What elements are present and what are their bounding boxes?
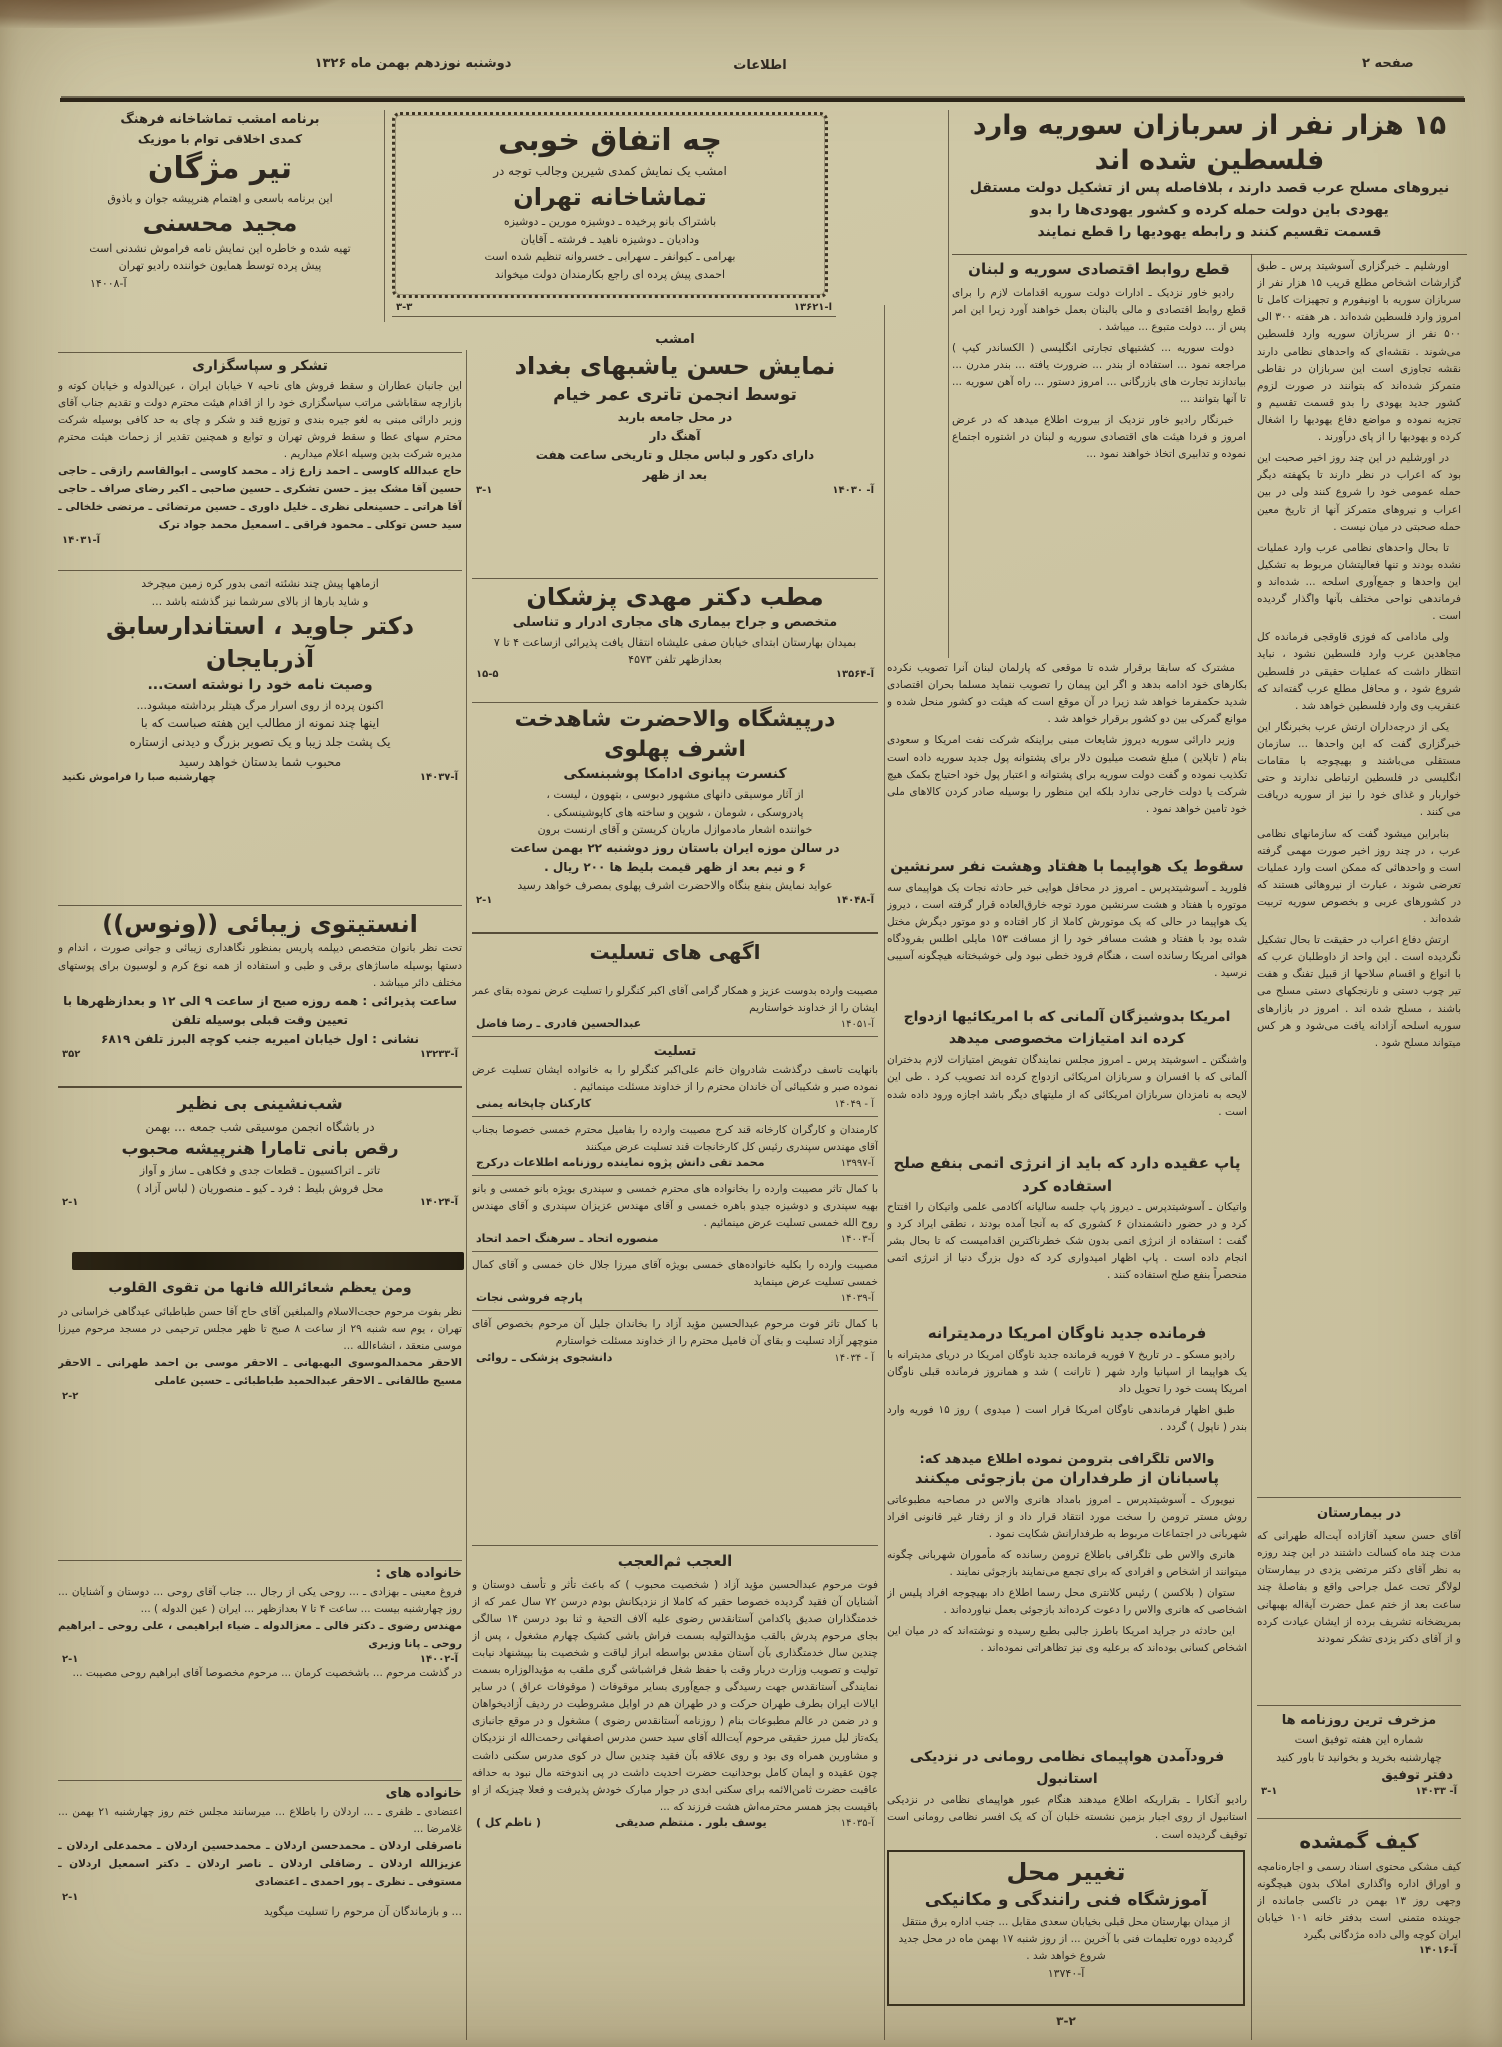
obituary-names: ناصرقلی اردلان ـ محمدحسن اردلان ـ محمدحسین اردلان ـ محمدعلی اردلان ـ عزیزالله اردلان ـ رضاقلی اردلان ـ ناصر اردلان ـ دکتر اسمعیل اردلان ـ مستوفی ـ نظری ـ پور احمدی ـ اعتضادی [58,1840,462,1889]
ad-names: حاج عبدالله کاوسی ـ احمد زارع ژاد ـ محمد کاوسی ـ ابوالقاسم رازقی ـ حاجی حسین آقا مشک بیز ـ حسن تشکری ـ حسین صاحبی ـ اکبر رضای صراف ـ حاجی آقا هراتی ـ حسینعلی نظری ـ خلیل داوری ـ حسین مرتضائی ـ مرتضی خلخالی ـ سید حسن توکلی ـ محمود فراقی ـ اسمعیل محمد جواد ترک [58,465,462,531]
issue-date: دوشنبه نوزدهم بهمن ماه ۱۳۲۶ [314,56,512,71]
condolence-item [472,1311,878,1369]
article-paragraph: رادیو خاور نزدیک ـ ادارات دولت سوریه اقدامات لازم را برای قطع روابط اقتصادی و مالی بالبنان بعمل خواهند آورد زیرا این امر پس از ... دولت متبوع ... میباشد . [952,286,1246,333]
ad-code: آ-۱۴۰۰۲ [419,1654,458,1666]
ad-line: خواننده اشعار مادموازل ماریان کریستن و آقای ارنست برون [537,823,813,837]
article-paragraph: دولت سوریه ... کشتیهای تجارتی انگلیسی ( الکساندر کیپ ) مراجعه نمود ... استفاده از بندر ... ضرورت یافته ... بندر مدرن ... بیاندازند تجارت های بازرگانی ... امروز دستور ... راه آهن سوریه ... تا آنها بتوانند ... [952,341,1246,406]
obituary-signatures: الاحقر محمدالموسوی البهبهانی ـ الاحقر موسی بن احمد طهرانی ـ الاحقر مسیح طالقانی ـ الاحقر عبدالحمید طباطبائی ـ حسین عاملی [58,1357,462,1387]
lead-story-headline-block [952,108,1467,255]
ad-subtitle: توسط انجمن تاتری عمر خیام [553,384,797,405]
condolence-signature: محمد تقی دانش پژوه نماینده روزنامه اطلاعات درکرج [476,1155,765,1169]
ad-run-count: ۲-۱ [62,1891,79,1903]
article-headline: العجب ثم‌العجب [617,1552,733,1570]
condolence-title: تسلیت [653,1044,697,1060]
condolence-item [472,1252,878,1311]
condolence-body: کارمندان و کارگران کارخانه قند کرج مصیبت وارده را بفامیل محترم خمسی خصوصا بجناب آقای مهندس سپندری رئیس کل کارخانجات قند تسلیت عرض میکنند [472,1123,878,1153]
article-headline: پاسبانان از طرفداران من بازجوئی میکنند [914,1469,1220,1487]
ad-code: آ-۱۳۲۳۳ [419,1049,458,1061]
obituary-header: خانواده های : [375,1566,462,1581]
ad-line-bold: در سالن موزه ایران باستان روز دوشنبه ۲۲ بهمن ساعت [510,840,840,855]
article-paragraph: ولی مادامی که فوزی قاوقجی فرمانده کل مجاهدین عرب وارد فلسطین نشود ، نباید انتظار داشت که عملیات حقیقی در فلسطین شروع شود ، و محافل مطلع عرب گفته‌اند که عنقریب وی وارد فلسطین خواهد شد . [1257,631,1461,712]
ad-office: دفتر توفیق [1381,1768,1453,1784]
article-paragraph: نیویورک ـ آسوشیتدپرس ـ امروز بامداد هانری والاس در مصاحبه مطبوعاتی روش مستر ترومن را سخت مورد انتقاد قرار داد و از رفتار غیر قانونی افراد شهربانی در اجتماعات مربوط به طرفدارانش شکایت نمود . [887,1493,1247,1540]
article-paragraph: هانری والاس طی تلگرافی باطلاع ترومن رسانده که مأموران شهربانی چگونه میتوانند از اشخاص و افرادی که برای تجمع می‌نمایند بازجوئی نمایند . [887,1548,1247,1578]
article-body: فلورید ـ آسوشیتدپرس ـ امروز در محافل هوایی خبر حادثه نجات یک هواپیمای سه موتوره با هفتاد و هشت سرنشین مورد توجه خارق‌العاده قرار گرفته است ، دیروز یک هواپیما در حالی که یک موتورش کاملا از کار افتاده و دو موتور دیگرش مختل شده بود با هفتاد و هشت مسافر خود را از مسافت ۱۵۳ مایلی اطلس بفرودگاه هوائی امریکا رسانده است ، هنگام فرود خطی نبود ولی خوشبختانه هیچگونه آسیبی نرسید . [887,881,1247,980]
ad-thanks [58,352,462,567]
article-paragraph: طبق اظهار فرماندهی ناوگان امریکا قرار است ( میدوی ) روز ۱۵ فوریه وارد بندر ( ناپول ) گردد . [887,1403,1247,1433]
ad-code-row [392,302,836,317]
ad-line: باشتراک بانو پرخیده ـ دوشیزه مورین ـ دوشیزه [503,215,717,229]
article-paragraph: مشترک که سابقا برقرار شده تا موقعی که پارلمان لبنان آنرا تصویب نکرده بکارهای خود ادامه بدهد و اگر این پیمان را تصویب ننماید مسلما بحران اقتصادی شدید حکمفرما خواهد شد زیرا در آن موقع است که هیئت دو کشور منحل شده و موانع گمرکی بین دو کشور برقرار خواهد شد . [887,662,1247,726]
ad-code: آ- ۱۴۰۳۳ [1415,1786,1457,1798]
obituary-title: ومن یعظم شعائرالله فانها من تقوی القلوب [108,1280,412,1296]
article-headline: در بیمارستان [1316,1506,1402,1521]
obituary-body-2: در گذشت مرحوم ... باشخصیت کرمان ... مرحوم مخصوصا آقای ابراهیم روحی مصیبت ... [72,1667,462,1680]
ad-run-count: ۳-۱ [1261,1786,1278,1798]
article-romania-plane [887,1747,1247,1845]
ad-code: آ-۱۴۰۳۵ [840,1818,874,1830]
obituary-ruhi [58,1560,462,1777]
ad-title: نمایش حسن یاشبهای بغداد [514,352,836,381]
condolence-body: مصیبت وارده بدوست عزیز و همکار گرامی آقای اکبر کنگرلو را تسلیت عرض نموده بقای عمر ایشان را از خداوند خواستاریم [472,985,878,1015]
obituary-body: نظر بفوت مرحوم حجت‌الاسلام والمبلغین آقای حاج آقا حسن طباطبائی عیدگاهی خراسانی در تهران ، یوم سه شنبه ۲۹ از ساعت ۸ صبح تا ظهر مجلس ترحیمی در مسجد مرحوم میرزا موسی منعقد ، انشاءالله ... [58,1305,462,1352]
divider-bar [72,1252,464,1270]
condolence-item [472,1037,878,1116]
condolence-body: با کمال تاثر فوت مرحوم عبدالحسین مؤید آزاد را بخاندان جلیل آن مرحوم بخصوص آقای منوچهر آزاد تسلیت و بقای آن فامیل محترم را از خداوند مسئلت خواستارم [472,1318,878,1348]
ad-title: چه اتفاق خوبی [498,123,722,158]
article-headline: فرمانده جدید ناوگان امریکا درمدیترانه [927,1324,1207,1342]
condolence-signature: منصوره اتحاد ـ سرهنگ احمد اتحاد [476,1232,659,1246]
ad-line: احمدی پیش پرده ای راجع بکارمندان دولت میخواند [494,267,726,281]
article-paragraph: وزیر دارائی سوریه دیروز شایعات مبنی براینکه شرکت نفت امریکا و سعودی بنام ( تاپلاین ) مبلغ شصت میلیون دلار برای پشتوانه پول جدید سوریه داده است تکذیب نموده و گفت دولت سوریه برای پشتوانه و اعتبار پول خود احتیاج بکمک هیچ شرکت یا دولت خارجی ندارد بلکه این منظور را بوسیله صادر کردن کالاهای ملی خود تامین خواهد نمود . [887,734,1247,815]
article-headline: فرودآمدن هواپیمای نظامی رومانی در نزدیکی استانبول [909,1749,1225,1787]
column-rule [948,110,949,658]
ad-tehran-theater [392,112,828,298]
masthead: اطلاعات [733,58,787,73]
article-palestine-body [1257,258,1461,1492]
ad-venus-institute [58,905,462,1084]
obituary-tabatabai [58,1278,462,1556]
lead-headline: ۱۵ هزار نفر از سربازان سوریه وارد فلسطین شده اند [972,110,1447,177]
ad-tawfiq [1257,1705,1461,1816]
ad-line-bold: وصیت نامه خود را نوشته است... [147,676,373,693]
condolence-body: مصیبت وارده را بکلیه خانواده‌های خمسی بویژه آقای میرزا جلال خان خمسی و آقای کمال خمسی تسلیت عرض مینماید [472,1259,878,1289]
column-rule [1251,254,1252,2040]
ad-line: عواید نمایش بنفع بنگاه والاحضرت اشرف پهلوی بمصرف خواهد رسید [517,879,833,893]
ad-star-name: مجید محسنی [142,209,298,238]
article-body: رادیو آنکارا ـ بقراریکه اطلاع میدهند هنگام عبور هواپیمای نظامی در نزدیکی استانبول از روی اجبار بزمین نشسته خلبان آن که یک افسر نظامی رومانی است توقیف گردیده است . [887,1794,1247,1841]
ad-title: مطب دکتر مهدی پزشکان [526,583,824,611]
obituary-header: خانواده های [385,1786,462,1801]
article-signature-role: ( ناظم کل ) [476,1816,542,1830]
ad-code: آ-۱۴۰۱۶ [1418,1944,1457,1956]
condolence-item [472,978,878,1037]
ad-run-count: ۳۵۲ [62,1049,81,1061]
ad-clinic [472,578,878,701]
article-paragraph: خبرنگار رادیو خاور نزدیک از بیروت اطلاع میدهد که در عرض امروز و فردا هیئت های اقتصادی سوریه و لبنان در اشتوره اجتماع نموده و تدابیری اتخاذ خواهند نمود ... [952,414,1246,461]
ad-code: آ-۱۳۷۴۰ [1047,1967,1085,1981]
ad-subtitle: کنسرت پیانوی ادامکا پوشبنسکی [563,766,787,783]
ad-kicker: برنامه امشب تماشاخانه فرهنگ [120,112,320,127]
ad-subtitle: متخصص و جراح بیماری های مجاری ادرار و تناسلی [512,615,838,631]
article-paragraph: در اورشلیم در این چند روز اخیر صحبت این بود که اعراب در نظر دارند تا یکهفته دیگر حمله عمومی خود را شروع کنند ولی در بین اعراب و نیروهای متمرکز آنها از تاریخ معین حمله صحبتی در میان نیست . [1257,452,1461,533]
article-syria-lebanon-cont [887,660,1247,853]
ad-title: تغییر محل [1006,1858,1126,1886]
condolence-signature: عبدالحسین قادری ـ رضا فاضل [476,1017,642,1031]
article-paragraph: یکی از درجه‌داران ارتش عرب بخبرنگار این خبرگزاری گفت که این واحدها ... سازمان مستقلی می‌باشند و بهیچوجه با مقامات انگلیسی در فلسطین ارتباطی ندارند و حتی خواربار و غذای خود را نیز از سوریه دریافت می کنند . [1257,720,1461,819]
ad-title: تیر مژگان [147,151,293,187]
article-headline: پاپ عقیده دارد که باید از انرژی اتمی بنفع صلح استفاده کرد [893,1154,1241,1195]
article-us-fleet [887,1322,1247,1450]
article-pope-atomic [887,1152,1247,1320]
ad-title: مزخرف ترین روزنامه ها [1281,1713,1437,1728]
ad-line: در باشگاه انجمن موسیقی شب جمعه ... بهمن [145,1119,375,1134]
ad-line: ودادیان ـ دوشیزه ناهید ـ فرشته ـ آقایان [520,232,700,246]
article-paragraph: رادیو مسکو ـ در تاریخ ۷ فوریه فرمانده جدید ناوگان امریکا در دریای مدیترانه با یک هواپیما از اسپانیا وارد شهر ( تارانت ) شد و همانروز فرمانده قبلی ناوگان امریکا پست خود را تحویل داد [887,1348,1247,1395]
article-body: واشنگتن ـ اسوشیتد پرس ـ امروز مجلس نمایندگان تفویض امتیازات لازم بدختران آلمانی که با افسران و سربازان امریکائی ازدواج کرده اند تصویب کرد . طی این لایحه به نامزدان سربازان امریکائی که از ملیتهای دیگر باشد اجازه ورود داده شده است . [887,1054,1247,1118]
ad-saba-magazine [58,570,462,903]
obituary-tail: ... و بازماندگان آن مرحوم را تسلیت میگوید [264,1904,462,1918]
ad-line: اینها چند نمونه از مطالب این هفته صباست که با [140,716,380,731]
ad-line: محل فروش بلیط : فرد ـ کیو ـ منصوریان ( لباس آزاد ) [136,1181,384,1195]
article-paragraph: اورشلیم ـ خبرگزاری آسوشیتد پرس ـ طبق گزارشات اشخاص مطلع قریب ۱۵ هزار نفر از سربازان سوریه با اونیفورم و تجهیزات کامل تا امروز وارد فلسطین شده‌اند . هر هفته ۳۰۰ الی ۵۰۰ نفر از سربازان سوریه وارد فلسطین می‌شوند . نقشه‌ای که واحدهای نظامی دارند نقشه تجاوزی است این سربازان در نقاطی متمرکز شده‌اند که بتوانند در صورت لزوم کشور جدید یهودی را بدو قسمت تقسیم و تجزیه نموده و مواضع دفاع یهودیها را اشغال کرده و یهودیها را از پای درآورند . [1257,260,1461,444]
ad-run-count: ۳-۱ [476,484,493,496]
obituary-body: اعتضادی ـ ظفری ـ ... اردلان را باطلاع ... میرسانند مجلس ختم روز چهارشنبه ۲۱ بهمن ... غلامرضا ... [58,1806,462,1836]
condolence-item [472,1117,878,1176]
ad-code: آ-۱۴۰۳۹ [840,1293,874,1305]
ad-code: آ-۱۳۵۶۴ [835,668,874,680]
condolence-signature: پارچه فروشی نجات [476,1291,583,1305]
ad-title-2: اشرف پهلوی [604,736,746,762]
ad-code: آ-۱۴۰۴۸ [835,894,874,906]
ad-run-count: ۳-۳ [396,302,413,313]
article-paragraph: این حادثه در جراید امریکا باطرز جالبی بطبع رسیده و نوشته‌اند که در میان این اشخاص کسانی بوده‌اند که برعلیه وی نیز تظاهراتی نموده‌اند . [887,1625,1247,1655]
section-title: اگهی های تسلیت [589,940,761,964]
obituary-ardalan [58,1780,462,2041]
article-body: فوت مرحوم عبدالحسین مؤید آزاد ( شخصیت محبوب ) که باعث تأثر و تأسف دوستان و آشنایان آن فقید گردیده خصوصا حقیر که کاملا از نزدیکانش بودم درسن ۷۲ سال عمر که از خدمتگذاران صدیق پاکدامن آستانقدس رضوی علیه آلاف التحیة و ثنا بود درسن ۱۴ سالگی بجای مرحوم پدرش بالقب مؤیدالتولیه بسمت فراش باشی کشیک چهارم مشغول ، پس از چندین سال خدمتگذاری بآن آستان مقدس بواسطه ابراز لیاقت و شخصیت بنا بپیشنهاد نیابت تولیت و تصویب وزارت دربار وقت با حفظ شغل فراشباشی گری ملقب به مؤیدالوزاره بسمت نمایندگی آستانقدس جهت رسیدگی و جمع‌آوری بسایر موقوفات ( موقوفات عراق ) در سایر ایالات ایران بطرف طهران حرکت و در طهران هم در اوایل مشروطیت در ردیف آزادیخواهان و در ضمن در عالم مطبوعات بنام ( روزنامه آستانقدس رضوی ) مشغول و در موقع جانبازی یکه‌تاز لیل مبرز حقیقی مرحوم آیت‌الله آقای سید حسن مدرس اصفهانی رحمت‌الله از نزدیکان و مشاورین همراه وی بود و روی علاقه بآن فقید چندین سال در کوی مدرس سکنی داشت چون عقیده و ایمان کامل بوحدانیت حضرت احدیت داشت در پی اندوخته مال نبود به حدافه عاقبت حضرت ثامن‌الائمه برای سکنی ابدی در جوار مبارک خودش پذیرفت و فعلا چیزیکه از او باقیست بجز همسر محترمه‌اش هشت فرزند که ... [472,1578,878,1813]
lead-subhead-1: نیروهای مسلح عرب قصد دارند ، بلافاصله پس از تشکیل دولت مستقل [969,180,1450,197]
ad-kicker-2: کمدی اخلاقی توام با موزیک [137,132,303,147]
ad-venue: تماشاخانه تهران [513,182,707,211]
ad-run-count: ۲-۱ [62,1197,79,1209]
column-rule [384,110,385,322]
ad-code: آ-۱۴۰۰۳ [840,1234,874,1246]
ad-driving-school [887,1850,1245,2006]
article-plane-crash [887,855,1247,1005]
obituary-body: فروغ معینی ـ بهزادی ـ ... روحی یکی از رجال ... جناب آقای روحی ... دوستان و آشنایان ... روز چهارشنبه بیست ... ساعت ۴ تا ۷ بعدازظهر ... ایران ( عین الدوله ) ... [58,1586,462,1616]
ad-code: آ-۱۴۰۵۱ [840,1019,874,1031]
article-german-brides [887,1007,1247,1150]
ad-run-count: ۲-۱ [62,1654,79,1666]
ad-baghdad-play [472,330,878,575]
condolence-item [472,1176,878,1252]
ad-line: دارای دکور و لباس مجلل و تاریخی ساعت هفت [535,448,815,463]
ad-kicker: امشب [655,332,695,347]
ad-subtitle: آموزشگاه فنی رانندگی و مکانیکی [924,1890,1208,1911]
ad-title: دکتر جاوید ، استاندارسابق [105,612,415,641]
ad-code: آ-۱۴۰۰۸ [90,277,127,290]
article-paragraph: تا بحال واحدهای نظامی عرب وارد عملیات نشده بودند و تنها فعالیتشان مربوط به تشکیل این واحدها و جمع‌آوری اسلحه ... شده‌اند و فرماندهی نواحی مختلف بآنها واگذار گردیده است . [1257,541,1461,623]
condolence-body: با کمال تاثر مصیبت وارده را بخانواده های محترم خمسی و سپندری بویژه بانو خمسی و بانو بهیه سپندری و دوشیزه جیدو باهره خمسی و آقای مهندس عزیزان سپندری و آقای مهندس روح الله خمسی تسلیت عرض مینمائیم . [472,1182,878,1230]
ad-reminder: چهارشنبه صبا را فراموش نکنید [62,771,216,783]
obituary-names: مهندس رضوی ـ دکتر فالی ـ معزالدوله ـ ضیاء ابراهیمی ، علی روحی ـ ابراهیم روحی ـ پانا وزیری [58,1620,462,1651]
ad-code: آ- ۱۴۰۳۰ [832,484,874,496]
condolence-section-header [472,932,878,978]
article-headline: کرده اند امتیازات مخصوصی میدهد [948,1030,1186,1047]
article-headline: سقوط یک هواپیما با هفتاد وهشت نفر سرنشین [890,857,1244,875]
ad-code: آ-۱۳۹۹۷ [840,1157,874,1169]
masthead-rule [60,98,1465,102]
article-paragraph: بنابراین میشود گفت که سازمانهای نظامی عرب ، در چند روز اخیر صورت مهمی گرفته است و واحدهائی که ممکن است وارد عملیات تعرضی شوند ، عبارت از نیروهائی هستند که در کشورهای عربی و بخصوص سوریه تربیت شده‌اند . [1257,827,1461,926]
article-body: واتیکان ـ آسوشیتدپرس ـ دیروز پاپ جلسه سالیانه آکادمی علمی واتیکان را افتتاح کرد و در حضور دانشمندان ۶ کشوری که به آنجا آمده بودند ، نطقی ایراد کرد و گفت : استفاده از انرژی اتمی بدون شک خطرناکترین اقدامیست که تا بحال بشر انجام داده است . پاپ اظهار امیدواری کرد که دول بزرگ دنیا از انرژی اتمی منحصراً بنفع صلح استفاده کنند . [887,1201,1247,1282]
ad-line-bold: ۶ و نیم بعد از ظهر قیمت بلیط ها ۲۰۰ ریال . [544,860,806,875]
condolence-body: بانهایت تاسف درگذشت شادروان خانم علی‌اکبر کنگرلو را به خانواده ایشان تسلیت عرض نموده صبر و شکیبائی آن خاندان محترم را از خداوند مسئلت مینمائیم . [472,1064,878,1094]
ad-code: آ - ۱۴۰۴۹ [834,1098,874,1110]
ad-line: آهنگ دار [649,429,701,444]
lead-subhead-3: قسمت تقسیم کنند و رابطه یهودیها را قطع نمایند [1037,223,1382,240]
ad-line: این برنامه باسعی و اهتمام هنرپیشه جوان و باذوق [107,191,333,205]
ad-code: آ-۱۴۰۳۱ [62,534,101,546]
ad-teaser: ازماهها پیش چند نشئته اتمی بدور کره زمین میچرخد [141,577,379,590]
ad-title-2: آذربایجان [205,644,315,673]
scan-artifact [1240,0,1502,30]
ad-address: نشانی : اول خیابان امیریه جنب کوچه البرز تلفن ۶۸۱۹ [101,1032,419,1047]
article-body: آقای حسن سعید آقازاده آیت‌اله طهرانی که مدت چند ماه کسالت داشتند در این چند روزه به نظر آقای دکتر مرتضی یزدی در بیمارستان لولاگر تحت عمل جراحی واقع و بفاصلهٔ چند ساعت بعد از ختم عمل حضرت آیة‌اله بهبهانی بمریضخانه تشریف برده از ایشان عیادت کرده و از آقای دکتر یزدی تشکر نمودند [1257,1530,1461,1645]
article-signature: یوسف بلور . منتظم صدیقی [615,1816,767,1830]
ad-run-count: ۲-۱ [476,894,493,906]
article-paragraph: ارتش دفاع اعراب در حقیقت تا بحال تشکیل نگردیده است . این واحد از داوطلبان عرب که با انواع و اقسام سلاحها از قبیل تفنگ و هفت تیر چوب دستی و نارنجکهای دستی مسلح می باشند ، مسلح شده اند . امروز در بازارهای سوریه اسلحه آزادانه یافت می‌شود و هر کس میتواند مسلح شود . [1257,934,1461,1049]
condolence-signature: کارکنان چاپخانه یمنی [476,1096,592,1110]
ad-body: بمیدان بهارستان ابتدای خیابان صفی علیشاه انتقال یافت پذیرائی ازساعت ۴ تا ۷ بعدازظهر تلفن ۴۵۷۳ [493,635,857,667]
ad-code: آ-۱۴۰۲۴ [419,1197,458,1209]
ad-run-count: ۱۵-۵ [476,668,499,680]
condolence-list [472,978,878,1540]
article-paragraph: ستوان ( بلاکسن ) رئیس کلانتری محل رسما اطلاع داد بهیچوجه افراد پلیس از اشخاصی که هانری والاس را دعوت کرده‌اند بازجوئی بعمل نیاورده‌اند . [887,1587,1247,1617]
ad-line: شماره این هفته توفیق است [1294,1733,1424,1747]
ad-run-count: ۳-۲ [1056,2014,1076,2028]
ad-title: کیف گمشده [1299,1829,1419,1853]
lead-subhead-2: یهودی باین دولت حمله کرده و کشور یهودی‌ها را بدو [1030,201,1389,218]
ad-line: چهارشنبه بخرید و بخوانید تا باور کنید [1276,1750,1442,1764]
ad-title: درپیشگاه والاحضرت شاهدخت [514,707,836,732]
ad-hours: ساعت پذیرائی : همه روزه صبح از ساعت ۹ الی ۱۲ و بعدازظهرها با تعیین وقت قبلی بوسیله تلفن [63,993,457,1027]
ad-teaser: و شاید بارها از بالای سرشما نیز گذشته باشد ... [151,594,369,608]
article-hospital [1257,1497,1461,1701]
ad-code: آ-۱۴۰۳۷ [419,771,458,783]
ad-line: محبوب شما بدستان خواهد رسید [178,754,342,769]
ad-line: پیش پرده توسط همایون خواننده رادیو تهران [118,259,322,273]
ad-line: اکنون پرده از روی اسرار مرگ هیتلر برداشته میشود... [136,698,384,712]
page-number: صفحه ۲ [1362,56,1414,71]
column-rule [884,305,885,2040]
ad-farhang-theater [60,110,380,348]
ad-party-night [58,1086,462,1248]
ad-line: در محل جامعه باربد [617,410,733,425]
ad-title: انستیتوی زیبائی ((ونوس)) [102,910,418,938]
ad-title: شب‌نشینی بی نظیر [177,1094,343,1114]
ad-line: تاتر ـ اتراکسیون ـ قطعات جدی و فکاهی ـ ساز و آواز [139,1164,381,1178]
ad-line: امشب یک نمایش کمدی شیرین وجالب توجه در [493,163,727,178]
ad-concert [472,702,878,931]
ad-lost-bag [1257,1818,1461,2041]
ad-body: از میدان بهارستان محل قبلی بخیابان سعدی مقابل ... جنب اداره برق منتقل گردیده دوره تعلیمات فنی با آخرین ... از روز شنبه ۱۷ بهمن ماه در محل جدید شروع خواهد شد . [898,1915,1234,1963]
article-wallace [887,1452,1247,1745]
scan-artifact [1464,0,1502,2047]
article-syria-lebanon [952,258,1246,658]
ad-title-2: رقص بانی تامارا هنرپیشه محبوب [121,1138,399,1159]
ad-body: تحت نظر بانوان متخصص دیپلمه پاریس بمنظور نگاهداری زیبائی و جوانی صورت ، اندام و دستها بوسیله ماساژهای برقی و طبی و استفاده از همه نوع کرم و لوسیون برای پوستهای مختلف دائر میباشد . [58,942,462,989]
ad-line: از آثار موسیقی دانهای مشهور دبوسی ، بتهوون ، لیست ، [546,788,804,802]
ad-body: این جانبان عطاران و سقط فروش های ناحیه ۷ خیابان ایران ، عین‌الدوله و خیابان کوته و بازارچه سقاباشی مراتب سپاسگزاری خود را از اقدام هیئت محترم دولت و تقدیم جناب آقای وزیر دارائی مبنی به لغو جیره بندی و توزیع قند و شکر و چای به حد کافی بوسیله شرکت محترم سهای عطا و سقط فروش تهران و توابع و همچنین تقدیر از زحمات هیئت محترم مدیره شرکت بدین وسیله اعلام میداریم . [58,379,462,461]
ad-title: تشکر و سپاسگزاری [192,358,328,374]
scan-artifact [0,0,340,28]
article-headline: قطع روابط اقتصادی سوریه و لبنان [968,260,1230,278]
ad-line: یک پشت جلد زیبا و یک تصویر بزرگ و دیدنی ازستاره [129,735,391,750]
ad-line: بعد از ظهر [642,467,708,482]
ad-line: بهرامی ـ کیوانفر ـ سهرابی ـ خسروانه تنظیم شده است [484,250,736,264]
ad-line: پادروسکی ، شومان ، شوپن و ساخته های کاپوشینسکی . [546,805,804,819]
article-ajab [472,1545,878,2041]
condolence-signature: دانشجوی پزشکی ـ روائی [476,1350,613,1364]
ad-body: کیف مشکی محتوی اسناد رسمی و اجاره‌نامچه و اوراق اداره واگذاری املاک بدون هیچگونه وجهی روز ۱۳ بهمن در تاکسی جامانده از جوینده متمنی است بدفتر خانه ۱۰۱ خیابان ایران کوچه والی داده مژدگانی بگیرد [1257,1861,1461,1942]
ad-line: تهیه شده و خاطره این نمایش نامه فراموش نشدنی است [89,241,351,255]
ad-code: آ-۱۳۶۲۱ [793,302,832,313]
column-rule [466,350,467,2040]
article-headline: امریکا بدوشیزگان آلمانی که با امریکائیها ازدواج [903,1009,1231,1025]
ad-run-count: ۲-۲ [62,1390,79,1402]
article-kicker: والاس تلگرافی بترومن نموده اطلاع میدهد که: [919,1452,1215,1467]
ad-code: آ - ۱۴۰۳۴ [834,1352,874,1364]
